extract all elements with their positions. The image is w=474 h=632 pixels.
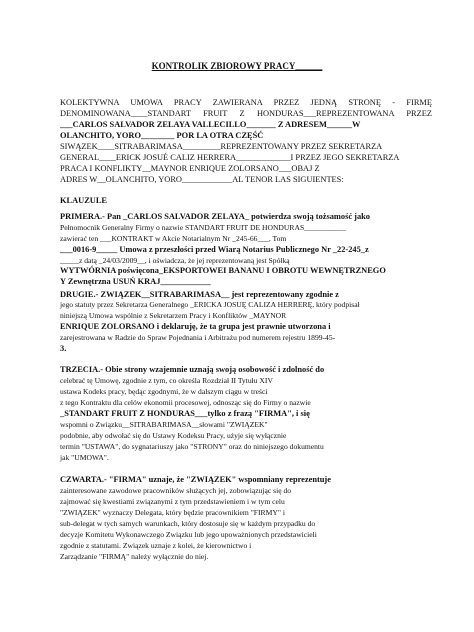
clause-line: wspomni o Związku__SITRABARIMASA__słowami "ZWIĄZEK" (60, 420, 268, 429)
clause-line: termin "USTAWA", do sygnatariuszy jako "STRONY" oraz do niniejszego dokumentu (60, 442, 324, 451)
clause-line: "ZWIĄZEK" wyznaczy Delegata, który będzie pracownikiem "FIRMY" i (60, 508, 285, 517)
intro-line: ADRES W__OLANCHITO, YORO____________AL TENOR LAS SIGUIENTES: (60, 175, 344, 184)
clause-line: WYTWÓRNIA poświęcona_EKSPORTOWEI BANANU I OBROTU WEWNĘTRZNEGO (60, 266, 386, 275)
clause-line: jego statuty przez Sekretarza Generalnego _ERICKA JOSUĘ CALIZA HERRERĘ, który podpisał (60, 300, 360, 309)
clause-line: 3. (60, 344, 67, 353)
clause-line: sub-delegat w tych samych warunkach, który dostosuje się w każdym przypadku do (60, 519, 316, 528)
clause-line: podobnie, aby odwołać się do Ustawy Kodeksu Pracy, użyje się wyłącznie (60, 431, 287, 440)
clause-line: ___0016-9_____ Umowa z przeszłości przed Wiarą Notarius Publicznego Nr _22-245_z (60, 245, 369, 254)
intro-line: DENOMINOWANA____STANDART FRUIT Z HONDURAS___REPREZENTOWANA PRZEZ (60, 109, 432, 118)
clause-line: zgodnie z statutami. Związek uznaje z kolei, że kierownictwo i (60, 541, 252, 550)
clause-line: zainteresowane zawodowe pracowników służących jej, zobowiązując się do (60, 486, 292, 495)
clause-line: zarejestrowana w Radzie do Spraw Pojednania i Arbitrażu pod numerem rejestru 1899-45- (60, 333, 336, 342)
document-title: KONTROLIK ZBIOROWY PRACY______ (151, 61, 323, 71)
clause-line: TRZECIA.- Obie strony wzajemnie uznają swoją osobowość i zdolność do (60, 365, 325, 374)
clause-line: zajmować się kwestiami związanymi z tym przedstawieniem i w tym celu (60, 497, 285, 506)
clause-line: decyzje Komitetu Wykonawczego Związku lub jego upoważnionych przedstawicieli (60, 530, 317, 539)
clause-line: celebrać tę Umowę, zgodnie z tym, co określa Rozdział II Tytułu XIV (60, 376, 273, 385)
clause-line: niniejszą Umowa wspólnie z Sekretarzem Pracy i Konfliktów _MAYNOR (60, 311, 287, 320)
clause-line: Y Zewnętrzna USUŃ KRAJ____________ (60, 277, 211, 286)
intro-line: PRACA I KONFLIKTY__MAYNOR ENRIQUE ZOLORSANO___OBAJ Z (60, 164, 320, 173)
intro-line: ___CARLOS SALVADOR ZELAYA VALLECILLO_______ Z ADRESEM______W (60, 120, 361, 129)
intro-line: KOLEKTYWNA UMOWA PRACY ZAWIERANA PRZEZ JEDNĄ STRONĘ - FIRMĘ (60, 98, 432, 107)
clause-line: jak "UMOWA". (60, 453, 109, 462)
clause-line: z tego Kontraktu dla celów ekonomii procesowej, odnosząc się do Firmy o nazwie (60, 398, 311, 407)
intro-line: GENERAL____ERICK JOSUÉ CALIZ HERRERA_____________I PRZEZ JEGO SEKRETARZA (60, 153, 400, 162)
clause-line: DRUGIE.- ZWIĄZEK__SITRABARIMASA__ jest reprezentowany zgodnie z (60, 290, 339, 299)
clause-line: _____z datą _24/03/2009__, i oświadcza, że jej reprezentowaną jest Spółką (60, 256, 290, 265)
clause-line: ustawa Kodeks pracy, będąc zgodnymi, że w dalszym ciągu w treści (60, 387, 268, 396)
clause-line: ENRIQUE ZOLORSANO i deklaruję, że ta grupa jest prawnie utworzona i (60, 322, 331, 331)
clauses-heading: KLAUZULE (60, 196, 108, 205)
clause-line: Zarządzanie "FIRMĄ" należy wyłącznie do niej. (60, 552, 209, 561)
clause-line: zawierać ten ___KONTRAKT w Akcie Notarialnym Nr _245-66___, Tom (60, 234, 287, 243)
clause-line: Pełnomocnik Generalny Firmy o nazwie STANDART FRUIT DE HONDURAS___________ (60, 223, 346, 232)
intro-line: OLANCHITO, YORO________ POR LA OTRA CZĘŚĆ (60, 131, 264, 140)
clause-line: _STANDART FRUIT Z HONDURAS___tylko z frazą "FIRMA", i się (60, 409, 310, 418)
intro-line: SIWĄZEK____SITRABARIMASA_________REPREZENTOWANY PRZEZ SEKRETARZA (60, 142, 383, 151)
clause-line: CZWARTA.- "FIRMA" uznaje, że "ZWIĄZEK" wspomniany reprezentuje (60, 475, 331, 484)
clause-line: PRIMERA.- Pan _CARLOS SALVADOR ZELAYA_ potwierdza swoją tożsamość jako (60, 212, 370, 221)
